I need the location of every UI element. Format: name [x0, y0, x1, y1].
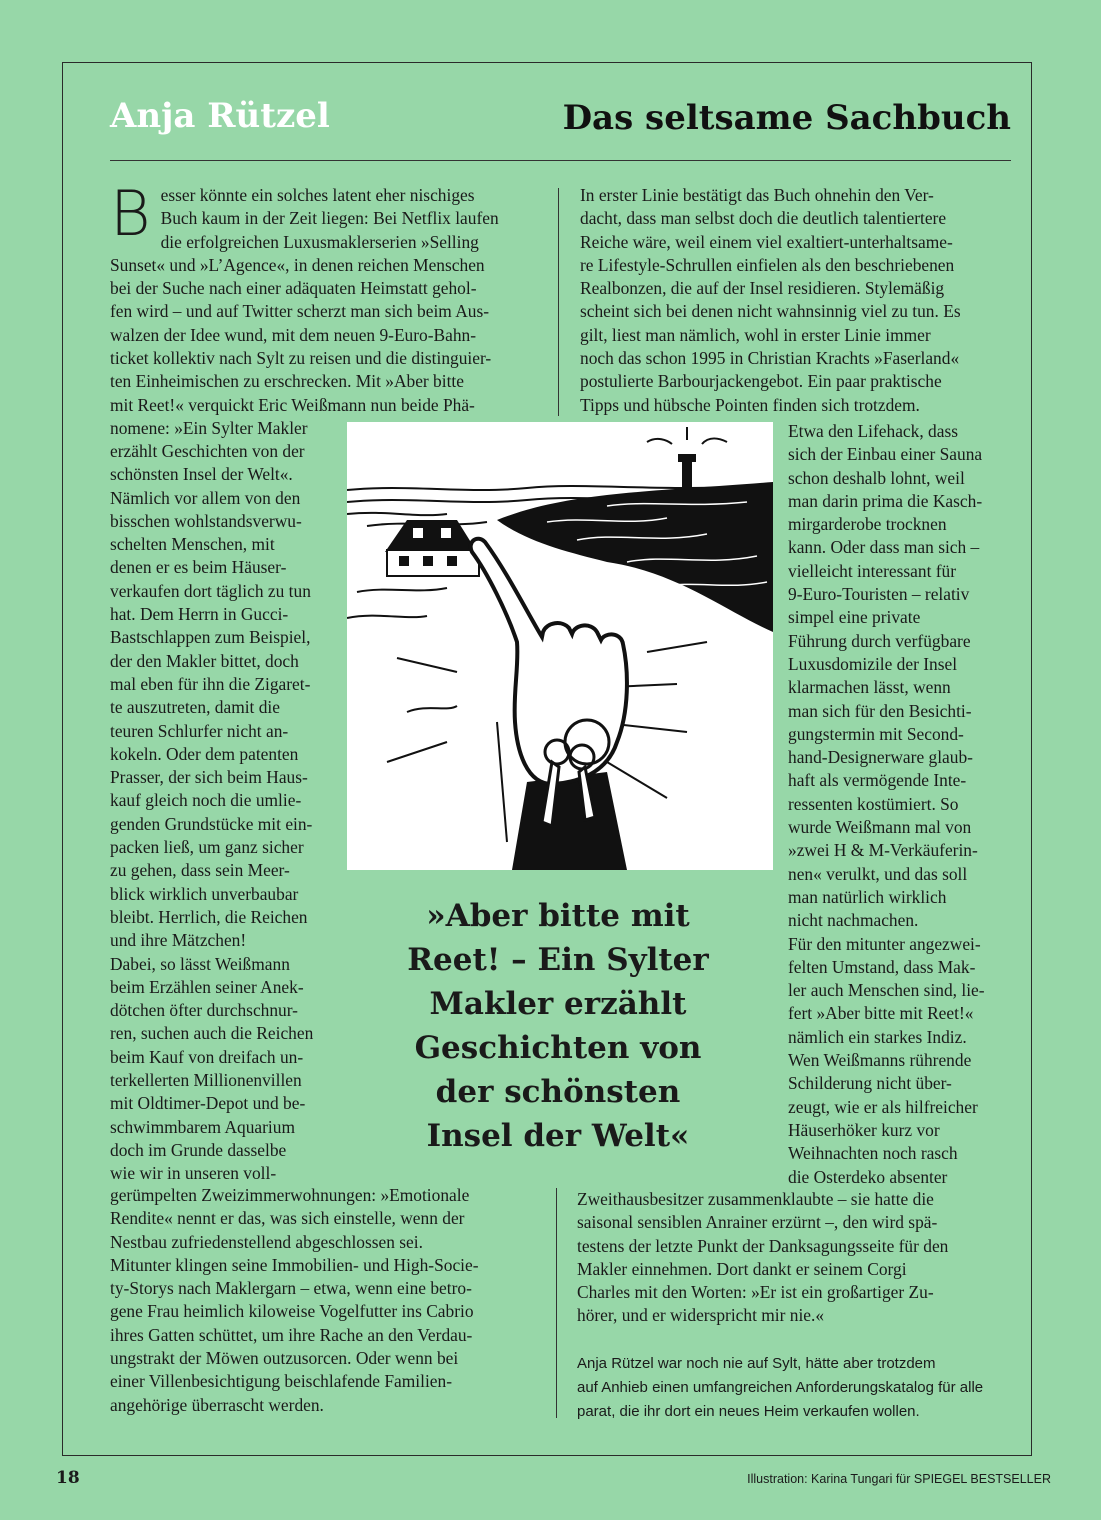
article-line: saisonal sensiblen Anrainer erzürnt –, den wird spä-	[577, 1212, 938, 1233]
article-line: schwimmbarem Aquarium	[110, 1116, 295, 1137]
article-line: te auszutreten, damit die	[110, 697, 280, 718]
article-line: genden Grundstücke mit ein-	[110, 813, 313, 834]
bio-line: auf Anhieb einen umfangreichen Anforderungskatalog für alle	[577, 1379, 984, 1396]
bio-line: parat, die ihr dort ein neues Heim verkaufen wollen.	[577, 1403, 920, 1420]
article-line: fert »Aber bitte mit Reet!«	[788, 1003, 974, 1024]
page-number: 18	[56, 1468, 80, 1488]
article-line: verkaufen dort täglich zu tun	[110, 580, 311, 601]
article-line: schelten Menschen, mit	[110, 534, 275, 555]
article-line: Makler einnehmen. Dort dankt er seinem Corgi	[577, 1258, 907, 1279]
rubric-title: Das seltsame Sachbuch	[562, 98, 1011, 138]
article-line: doch im Grunde dasselbe	[110, 1139, 287, 1160]
article-line: re Lifestyle-Schrullen einfielen als den beschriebenen	[580, 254, 955, 275]
article-line: ten Einheimischen zu erschrecken. Mit »Aber bitte	[110, 371, 464, 392]
pull-quote-line: Geschichten von	[414, 1030, 702, 1066]
article-line: hat. Dem Herrn in Gucci-	[110, 604, 289, 625]
article-line: zeugt, wie er als hilfreicher	[788, 1096, 978, 1117]
article-line: zu gehen, dass sein Meer-	[110, 860, 290, 881]
article-line: ren, suchen auch die Reichen	[110, 1023, 314, 1044]
article-line: Prasser, der sich beim Haus-	[110, 767, 308, 788]
article-line: »zwei H & M-Verkäuferin-	[788, 840, 978, 861]
article-line: wie wir in unseren voll-	[110, 1163, 277, 1184]
article-line: terkellerten Millionenvillen	[110, 1070, 302, 1091]
article-line: dötchen öfter durchschnur-	[110, 1000, 298, 1021]
article-line: Luxusdomizile der Insel	[788, 653, 958, 674]
article-line: Nestbau zufriedenstellend abgeschlossen sei.	[110, 1231, 423, 1252]
pull-quote-line: der schönsten	[435, 1074, 681, 1110]
article-line: klarmachen lässt, wenn	[788, 677, 951, 698]
article-line: und ihre Mätzchen!	[110, 930, 247, 951]
article-line: man sich für den Besichti-	[788, 700, 972, 721]
article-line: Nämlich vor allem von den	[110, 487, 301, 508]
article-line: vielleicht interessant für	[788, 560, 957, 581]
article-line: testens der letzte Punkt der Danksagungsseite für den	[577, 1235, 949, 1256]
article-line: beim Erzählen seiner Anek-	[110, 976, 304, 997]
article-line: packen ließ, um ganz sicher	[110, 837, 304, 858]
article-line: mit Reet!« verquickt Eric Weißmann nun beide Phä-	[110, 394, 475, 415]
article-line: nen« verulkt, und das soll	[788, 863, 968, 884]
article-line: Weihnachten noch rasch	[788, 1143, 958, 1164]
article-line: der den Makler bittet, doch	[110, 650, 299, 671]
article-line: bei der Suche nach einer adäquaten Heimstatt gehol-	[110, 278, 477, 299]
article-line: Reiche wäre, weil einem viel exaltiert-unterhaltsame-	[580, 231, 953, 252]
article-col2-narrow	[788, 420, 1018, 1189]
article-line: schon deshalb lohnt, weil	[788, 467, 965, 488]
article-line: mit Oldtimer-Depot und be-	[110, 1093, 306, 1114]
article-line: esser könnte ein solches latent eher nischiges	[160, 185, 475, 205]
article-line: denen er es beim Häuser-	[110, 557, 287, 578]
article-line: Etwa den Lifehack, dass	[788, 421, 958, 441]
article-line: sich der Einbau einer Sauna	[788, 444, 983, 465]
article-line: scheint sich bei denen nicht wahnsinnig viel zu tun. Es	[580, 301, 961, 322]
illustration-credit: Illustration: Karina Tungari für SPIEGEL BESTSELLER	[747, 1472, 1051, 1486]
author-name: Anja Rützel	[110, 96, 330, 136]
header-rule	[110, 160, 1011, 161]
article-line: Zweithausbesitzer zusammenklaubte – sie hatte die	[577, 1189, 934, 1209]
article-line: nicht nachmachen.	[788, 910, 919, 931]
article-line: ihres Gatten schüttet, um ihre Rache an den Verdau-	[110, 1324, 473, 1345]
article-line: gene Frau heimlich kiloweise Vogelfutter ins Cabrio	[110, 1301, 474, 1322]
column-divider-bottom	[556, 1188, 557, 1418]
article-line: hand-Designerware glaub-	[788, 747, 973, 768]
article-line: kann. Oder dass man sich –	[788, 537, 980, 558]
article-line: bisschen wohlstandsverwu-	[110, 510, 302, 531]
article-line: wurde Weißmann mal von	[788, 817, 972, 838]
article-line: ty-Storys nach Maklergarn – etwa, wenn eine betro-	[110, 1278, 472, 1299]
column-divider-top	[558, 188, 559, 416]
author-bio	[577, 1352, 983, 1424]
article-line: Für den mitunter angezwei-	[788, 933, 981, 954]
article-line: ungstrakt der Möwen outzusorcen. Oder wenn bei	[110, 1348, 459, 1369]
article-line: ressenten kostümiert. So	[788, 793, 959, 814]
article-line: Wen Weißmanns rührende	[788, 1050, 972, 1071]
drop-cap: B	[110, 177, 151, 250]
article-line: nomene: »Ein Sylter Makler	[110, 417, 308, 438]
article-line: man darin prima die Kasch-	[788, 490, 983, 511]
article-line: dacht, dass man selbst doch die deutlich talentiertere	[580, 208, 947, 229]
pull-quote-line: Makler erzählt	[429, 986, 687, 1022]
bio-line: Anja Rützel war noch nie auf Sylt, hätte aber trotzdem	[577, 1355, 936, 1372]
article-line: gerümpelten Zweizimmerwohnungen: »Emotionale	[110, 1185, 470, 1205]
article-line: Buch kaum in der Zeit liegen: Bei Netflix laufen	[160, 208, 499, 229]
article-col1-top	[110, 177, 550, 440]
article-line: angehörige überrascht werden.	[110, 1394, 324, 1415]
article-col2-bottom	[577, 1188, 1017, 1328]
article-line: In erster Linie bestätigt das Buch ohnehin den Ver-	[580, 185, 934, 205]
article-line: Tipps und hübsche Pointen finden sich trotzdem.	[580, 394, 920, 415]
article-line: Führung durch verfügbare	[788, 630, 971, 651]
article-line: Rendite« nennt er das, was sich einstelle, wenn der	[110, 1208, 465, 1229]
article-line: mal eben für ihn die Zigaret-	[110, 673, 311, 694]
article-col1-narrow	[110, 440, 338, 1186]
pull-quote-line: Reet! – Ein Sylter	[407, 942, 709, 978]
article-line: felten Umstand, dass Mak-	[788, 956, 976, 977]
article-col1-bottom	[110, 1184, 550, 1417]
article-line: beim Kauf von dreifach un-	[110, 1046, 304, 1067]
pull-quote-line: Insel der Welt«	[426, 1118, 690, 1154]
article-line: simpel eine private	[788, 607, 921, 628]
article-line: man natürlich wirklich	[788, 886, 947, 907]
article-line: Dabei, so lässt Weißmann	[110, 953, 290, 974]
article-line: die Osterdeko absenter	[788, 1166, 948, 1187]
article-line: Charles mit den Worten: »Er ist ein großartiger Zu-	[577, 1282, 934, 1303]
article-line: mirgarderobe trocknen	[788, 514, 947, 535]
article-col2-top	[580, 184, 1010, 417]
article-line: erzählt Geschichten von der	[110, 441, 305, 461]
pull-quote-line: »Aber bitte mit	[426, 898, 690, 934]
article-line: schönsten Insel der Welt«.	[110, 464, 293, 485]
article-line: kauf gleich noch die umlie-	[110, 790, 302, 811]
article-line: teuren Schlurfer nicht an-	[110, 720, 289, 741]
article-line: kokeln. Oder dem patenten	[110, 743, 299, 764]
article-line: Häuserhöker kurz vor	[788, 1119, 940, 1140]
article-line: Sunset« und »L’Agence«, in denen reichen Menschen	[110, 254, 485, 275]
article-line: Mitunter klingen seine Immobilien- und High-Socie-	[110, 1254, 479, 1275]
article-line: postulierte Barbourjackengebot. Ein paar praktische	[580, 371, 942, 392]
article-line: ticket kollektiv nach Sylt zu reisen und die distinguier-	[110, 348, 492, 369]
article-line: einer Villenbesichtigung beischlafende Familien-	[110, 1371, 452, 1392]
article-line: blick wirklich unverbaubar	[110, 883, 299, 904]
article-line: walzen der Idee wund, mit dem neuen 9-Euro-Bahn-	[110, 324, 477, 345]
article-line: fen wird – und auf Twitter scherzt man sich beim Aus-	[110, 301, 490, 322]
article-line: 9-Euro-Touristen – relativ	[788, 584, 970, 605]
article-line: Realbonzen, die auf der Insel residieren. Stylemäßig	[580, 278, 945, 299]
article-line: haft als vermögende Inte-	[788, 770, 967, 791]
article-line: hörer, und er widerspricht mir nie.«	[577, 1305, 825, 1326]
article-line: Bastschlappen zum Beispiel,	[110, 627, 311, 648]
article-line: die erfolgreichen Luxusmaklerserien »Selling	[160, 231, 479, 252]
article-line: ler auch Menschen sind, lie-	[788, 980, 985, 1001]
article-line: noch das schon 1995 in Christian Krachts »Faserland«	[580, 348, 960, 369]
article-line: gungstermin mit Second-	[788, 723, 964, 744]
article-line: bleibt. Herrlich, die Reichen	[110, 906, 308, 927]
article-line: gilt, liest man nämlich, wohl in erster Linie immer	[580, 324, 931, 345]
illustration-finger-keys	[347, 422, 773, 870]
article-line: Schilderung nicht über-	[788, 1073, 952, 1094]
pull-quote	[372, 894, 744, 1158]
article-line: nämlich ein starkes Indiz.	[788, 1026, 967, 1047]
